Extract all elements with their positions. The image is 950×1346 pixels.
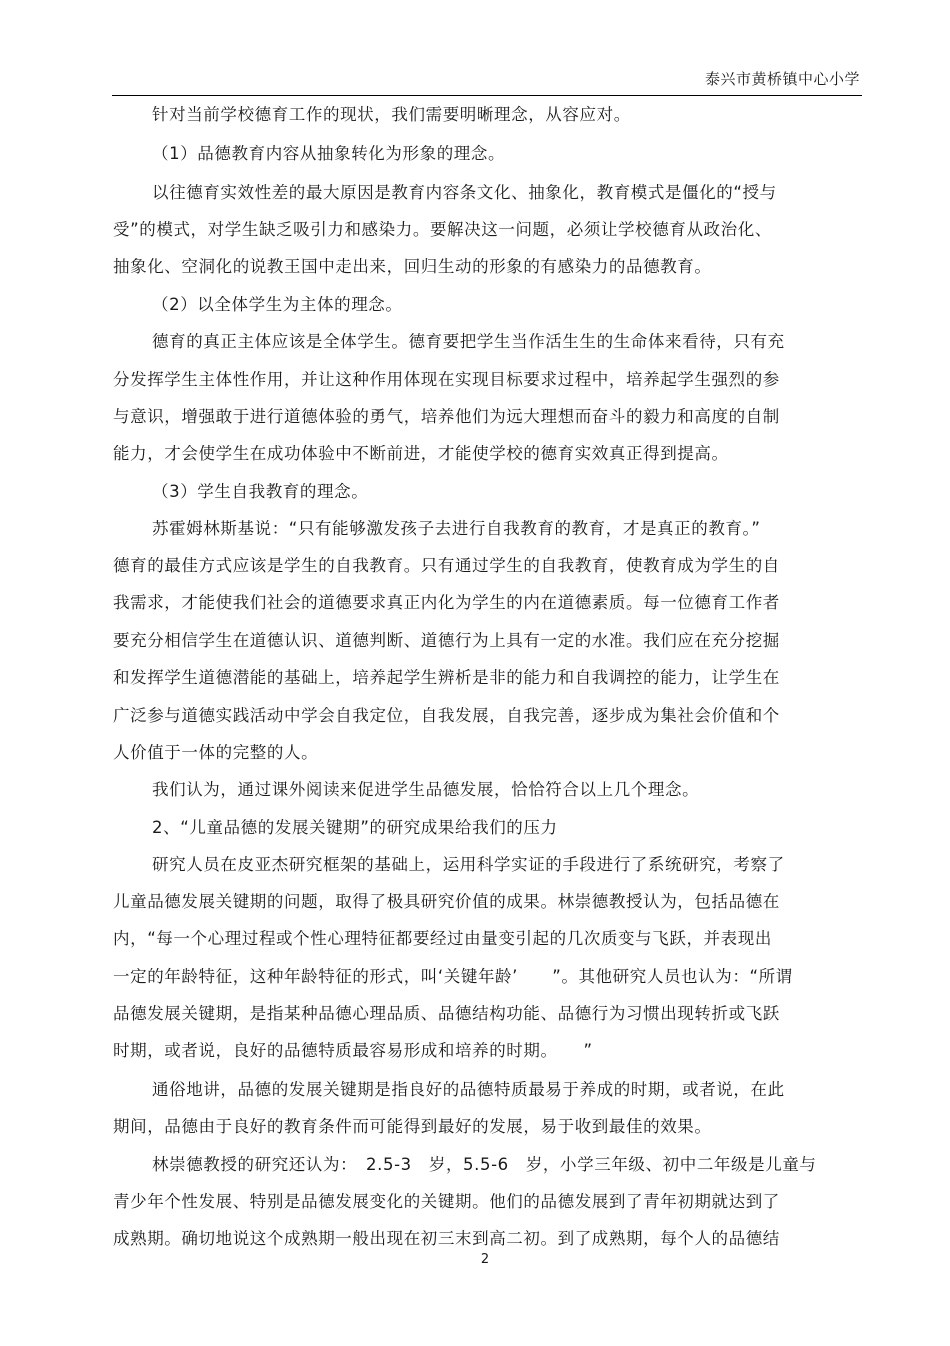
text-line: 苏霍姆林斯基说：“只有能够激发孩子去进行自我教育的教育，才是真正的教育。” (152, 519, 761, 538)
text-line: 针对当前学校德育工作的现状，我们需要明晰理念，从容应对。 (152, 105, 631, 124)
page-number: 2 (480, 1252, 490, 1267)
text-line: 期间，品德由于良好的教育条件而可能得到最好的发展，易于收到最佳的效果。 (113, 1117, 712, 1136)
text-line: 通俗地讲，品德的发展关键期是指良好的品德特质最易于养成的时期，或者说，在此 (152, 1080, 785, 1099)
text-line: 和发挥学生道德潜能的基础上，培养起学生辨析是非的能力和自我调控的能力，让学生在 (113, 668, 780, 687)
text-line: 以往德育实效性差的最大原因是教育内容条文化、抽象化，教育模式是僵化的“授与 (152, 183, 777, 202)
text-line: 德育的最佳方式应该是学生的自我教育。只有通过学生的自我教育，使教育成为学生的自 (113, 556, 780, 575)
text-line: 时期，或者说，良好的品德特质最容易形成和培养的时期。 ” (113, 1041, 593, 1060)
text-line: 人价值于一体的完整的人。 (113, 743, 319, 762)
text-line: 分发挥学生主体性作用，并让这种作用体现在实现目标要求过程中，培养起学生强烈的参 (113, 370, 780, 389)
text-line: 我们认为，通过课外阅读来促进学生品德发展，恰恰符合以上几个理念。 (152, 780, 700, 799)
text-line: 我需求，才能使我们社会的道德要求真正内化为学生的内在道德素质。每一位德育工作者 (113, 593, 780, 612)
text-line: 能力，才会使学生在成功体验中不断前进，才能使学校的德育实效真正得到提高。 (113, 444, 729, 463)
text-line: 一定的年龄特征，这种年龄特征的形式，叫‘关键年龄’ ”。其他研究人员也认为：“所谓 (113, 967, 793, 986)
text-line: 2、“儿童品德的发展关键期”的研究成果给我们的压力 (152, 818, 558, 837)
text-line: 抽象化、空洞化的说教王国中走出来，回归生动的形象的有感染力的品德教育。 (113, 257, 712, 276)
text-line: 品德发展关键期，是指某种品德心理品质、品德结构功能、品德行为习惯出现转折或飞跃 (113, 1004, 780, 1023)
text-line: 成熟期。确切地说这个成熟期一般出现在初三末到高二初。到了成熟期，每个人的品德结 (113, 1229, 780, 1248)
text-line: 内，“每一个心理过程或个性心理特征都要经过由量变引起的几次质变与飞跃，并表现出 (113, 929, 772, 948)
text-line: （3）学生自我教育的理念。 (152, 482, 369, 501)
text-line: 儿童品德发展关键期的问题，取得了极具研究价值的成果。林崇德教授认为，包括品德在 (113, 892, 780, 911)
text-line: 受”的模式，对学生缺乏吸引力和感染力。要解决这一问题，必须让学校德育从政治化、 (113, 220, 772, 239)
text-line: 林崇德教授的研究还认为： 2.5-3 岁，5.5-6 岁，小学三年级、初中二年级是儿童与 (152, 1155, 817, 1174)
text-line: 与意识，增强敢于进行道德体验的勇气，培养他们为远大理想而奋斗的毅力和高度的自制 (113, 407, 780, 426)
school-name: 泰兴市黄桥镇中心小学 (704, 70, 860, 88)
page-header (112, 66, 862, 96)
text-line: （1）品德教育内容从抽象转化为形象的理念。 (152, 144, 506, 163)
text-line: （2）以全体学生为主体的理念。 (152, 295, 403, 314)
text-line: 要充分相信学生在道德认识、道德判断、道德行为上具有一定的水准。我们应在充分挖掘 (113, 631, 780, 650)
text-line: 研究人员在皮亚杰研究框架的基础上，运用科学实证的手段进行了系统研究，考察了 (152, 855, 785, 874)
text-line: 广泛参与道德实践活动中学会自我定位，自我发展，自我完善，逐步成为集社会价值和个 (113, 706, 780, 725)
text-line: 青少年个性发展、特别是品德发展变化的关键期。他们的品德发展到了青年初期就达到了 (113, 1192, 780, 1211)
text-line: 德育的真正主体应该是全体学生。德育要把学生当作活生生的生命体来看待，只有充 (152, 332, 785, 351)
